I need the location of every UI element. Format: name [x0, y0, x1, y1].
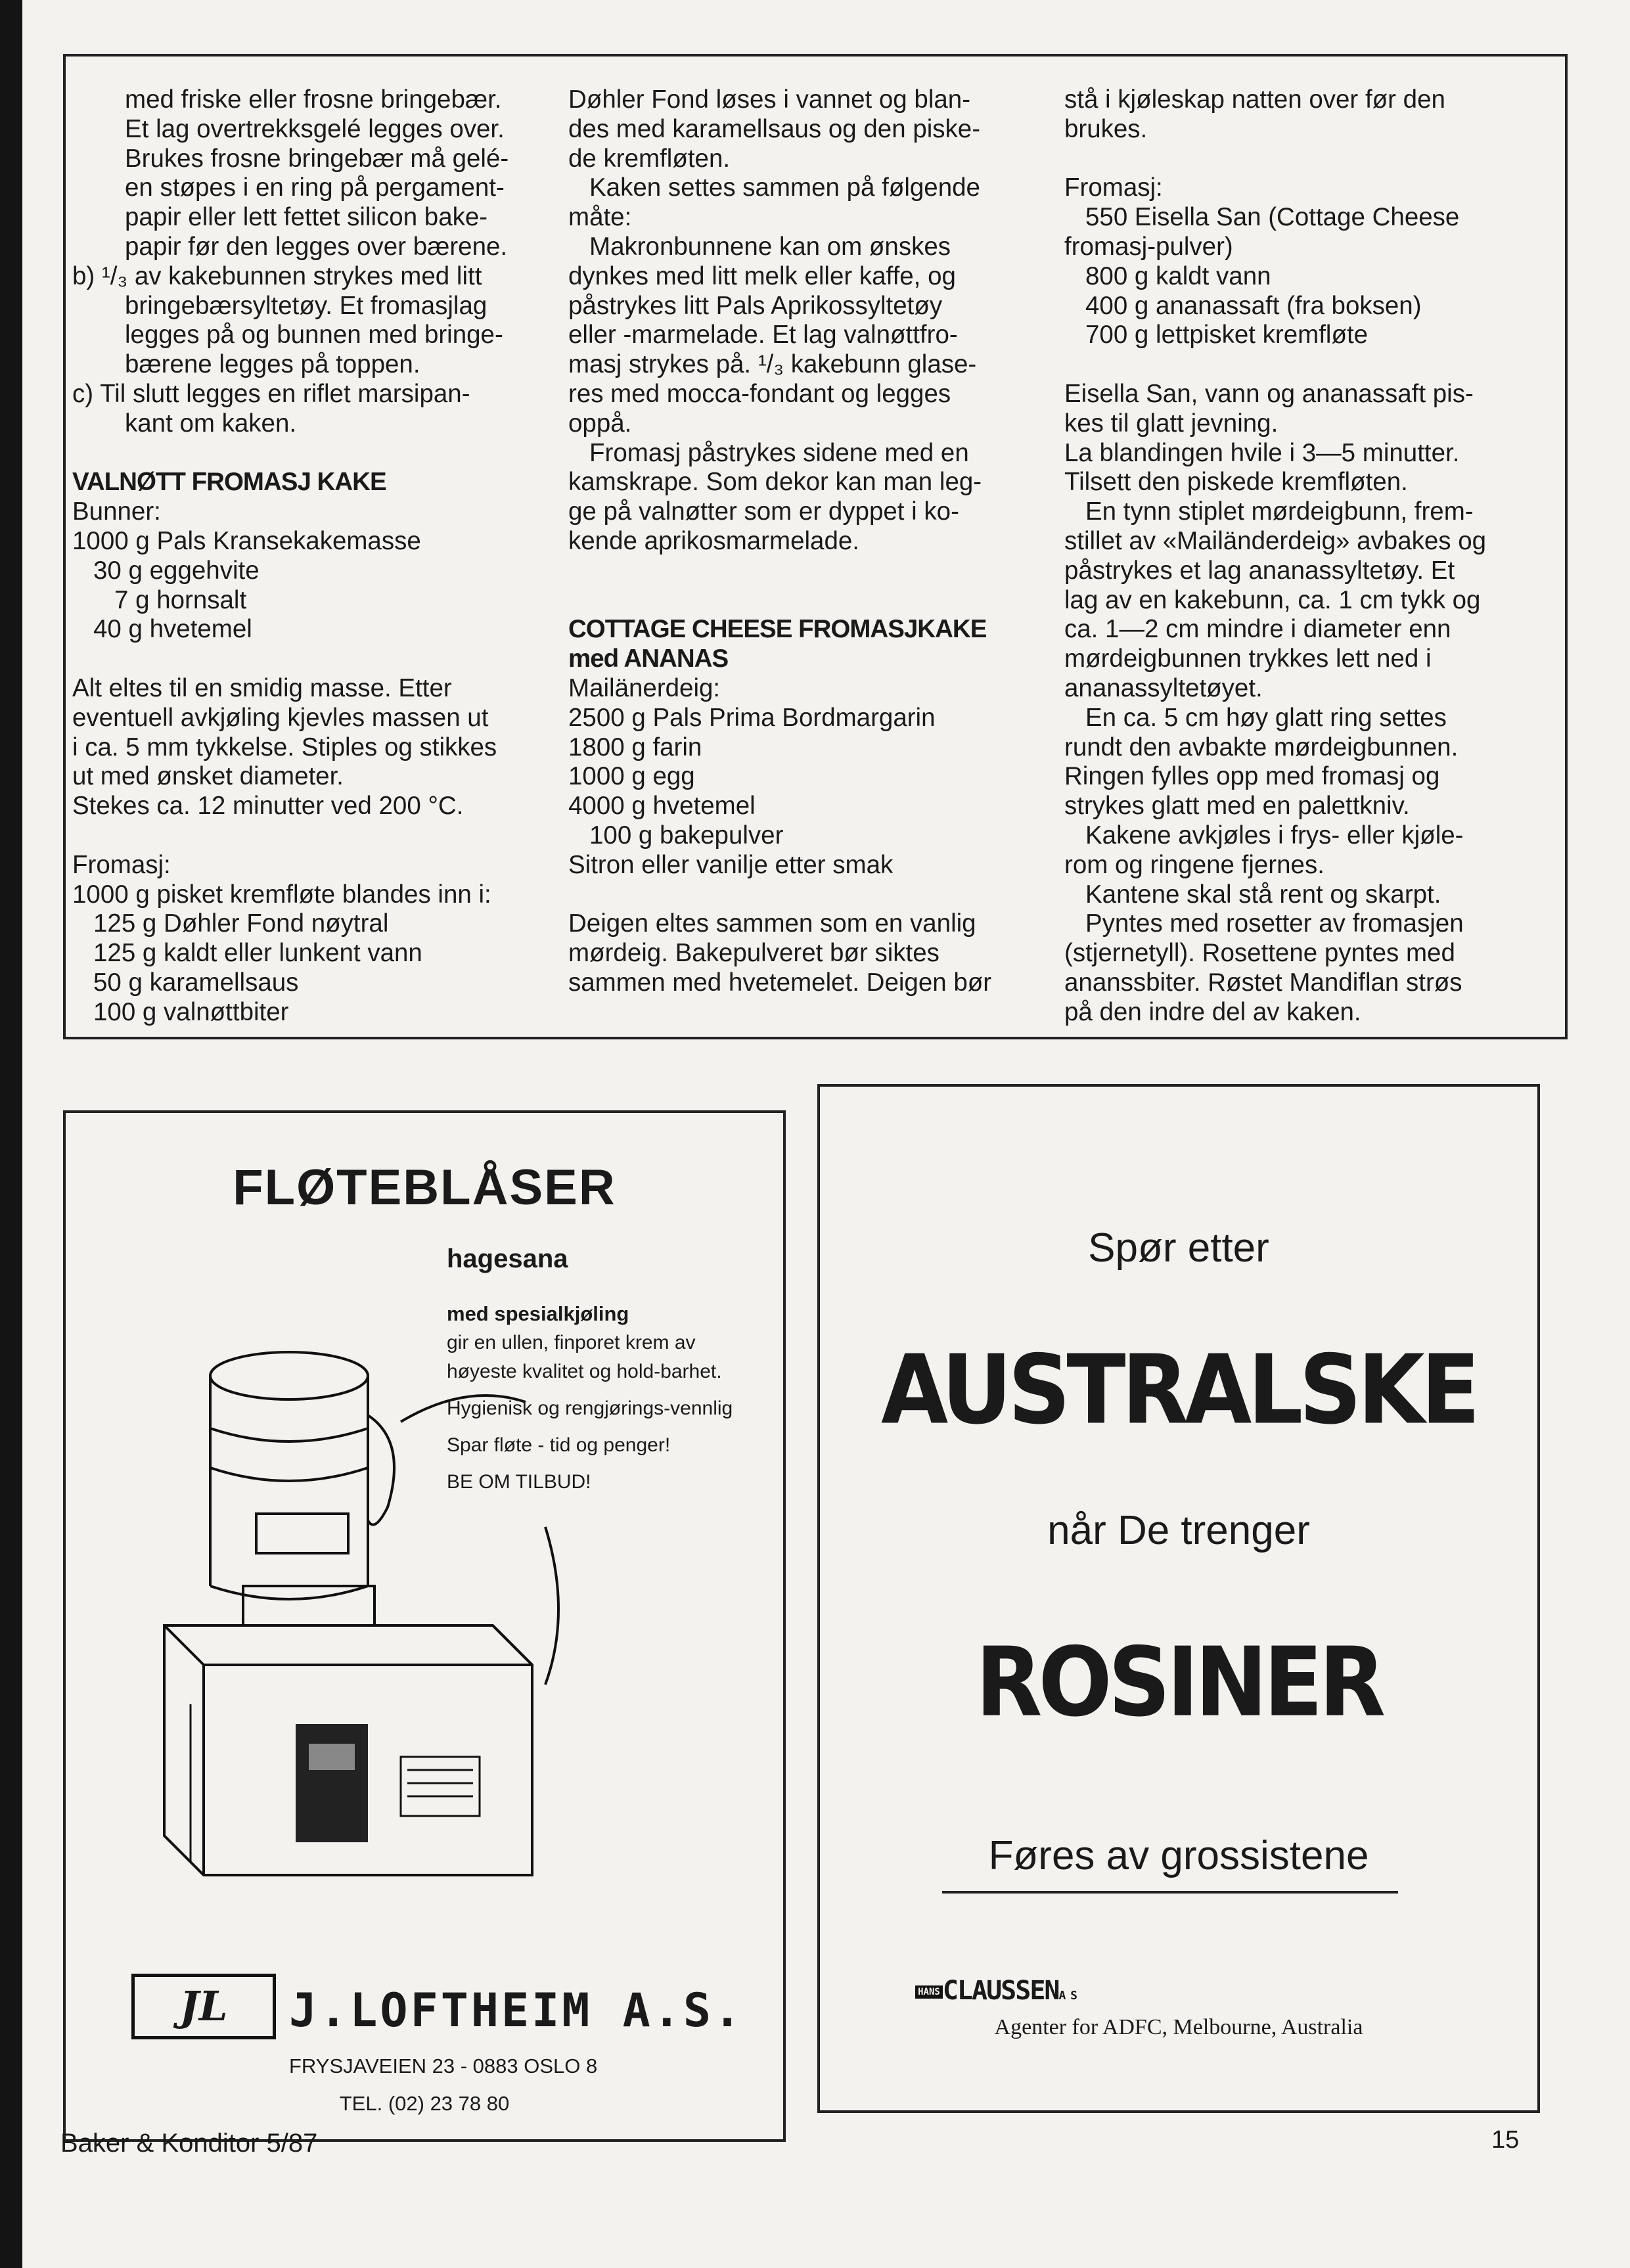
hans-tag: HANS — [915, 1985, 943, 1999]
text-line: ca. 1—2 cm mindre i diameter enn — [1064, 615, 1451, 644]
clausen-logo — [859, 1976, 1076, 2006]
paragraph-gap — [568, 880, 991, 910]
magazine-footer: Baker & Konditor 5/87 — [60, 2129, 318, 2158]
text-line: påstrykes et lag ananassyltetøy. Et — [1064, 556, 1455, 585]
text-line: fromasj-pulver) — [1064, 232, 1233, 261]
text-line: La blandingen hvile i 3—5 minutter. — [1064, 438, 1460, 467]
text-line: bærene legges på toppen. — [125, 350, 420, 379]
text-line: Alt eltes til en smidig masse. Etter — [72, 673, 452, 702]
paragraph-gap — [72, 439, 509, 468]
paragraph-gap — [72, 645, 509, 674]
ad-line-ask-for: Spør etter — [1088, 1225, 1269, 1271]
description-text-3: Spar fløte - tid og penger! — [447, 1434, 671, 1456]
text-line: rundt den avbakte mørdeigbunnen. — [1064, 733, 1459, 761]
paragraph-gap — [72, 821, 509, 851]
page-number: 15 — [1491, 2126, 1520, 2154]
text-line: en støpes i en ring på pergament- — [125, 173, 505, 202]
logo-monogram: JL — [179, 1982, 228, 2030]
product-subtitle: med spesialkjøling — [447, 1302, 629, 1325]
text-line: Kaken settes sammen på følgende — [589, 173, 980, 202]
company-phone: TEL. (02) 23 78 80 — [339, 2092, 510, 2115]
product-description — [447, 1244, 749, 1505]
text-line: papir før den legges over bærene. — [125, 232, 508, 261]
company-name: J.LOFTHEIM A.S. — [289, 1984, 744, 2037]
description-text-1: gir en ullen, finporet krem av høyeste kvalitet og hold-barhet. — [447, 1332, 722, 1382]
text-line: 100 g bakepulver — [589, 821, 784, 850]
text-line: 800 g kaldt vann — [1085, 261, 1271, 290]
text-line: En ca. 5 cm høy glatt ring settes — [1085, 703, 1447, 732]
text-line: 1000 g pisket kremfløte blandes inn i: — [72, 880, 491, 909]
text-line: brukes. — [1064, 114, 1148, 143]
text-line: ge på valnøtter som er dyppet i ko- — [568, 497, 959, 526]
text-line: eller -marmelade. Et lag valnøttfro- — [568, 321, 958, 350]
text-line: på den indre del av kaken. — [1064, 997, 1361, 1026]
ad-title: FLØTEBLÅSER — [233, 1160, 616, 1215]
paragraph-gap — [568, 586, 991, 616]
recipe-column-2 — [568, 85, 991, 998]
recipe-heading: VALNØTT FROMASJ KAKE — [72, 468, 386, 497]
ad-headline-australske: AUSTRALSKE — [881, 1334, 1476, 1446]
paragraph-gap — [568, 556, 991, 586]
text-line: Et lag overtrekksgelé legges over. — [125, 114, 505, 143]
text-line: papir eller lett fettet silicon bake- — [125, 203, 488, 232]
text-line: Tilsett den piskede kremfløten. — [1064, 468, 1408, 497]
divider-line — [942, 1891, 1398, 1894]
floteblaser-advertisement — [63, 1110, 786, 2142]
text-line: 1000 g egg — [568, 762, 695, 791]
text-line: sammen med hvetemelet. Deigen bør — [568, 968, 992, 997]
text-line: 125 g Døhler Fond nøytral — [93, 909, 389, 938]
text-line: 30 g eggehvite — [93, 556, 260, 585]
text-line: eventuell avkjøling kjevles massen ut — [72, 703, 489, 732]
text-line: 4000 g hvetemel — [568, 792, 756, 821]
text-line: 1000 g Pals Kransekakemasse — [72, 526, 421, 555]
ad-headline-rosiner: ROSINER — [975, 1627, 1382, 1738]
text-line: ananssbiter. Røstet Mandiflan strøs — [1064, 968, 1462, 997]
text-line: Sitron eller vanilje etter smak — [568, 850, 894, 879]
company-address: FRYSJAVEIEN 23 - 0883 OSLO 8 — [289, 2054, 598, 2077]
text-line: bringebærsyltetøy. Et fromasjlag — [125, 291, 487, 320]
text-line: des med karamellsaus og den piske- — [568, 114, 981, 143]
recipe-heading: med ANANAS — [568, 645, 729, 673]
text-line: 40 g hvetemel — [93, 615, 252, 644]
text-line: kant om kaken. — [125, 409, 297, 438]
text-line: måte: — [568, 203, 632, 232]
text-line: Døhler Fond løses i vannet og blan- — [568, 85, 971, 114]
text-line: Eisella San, vann og ananassaft pis- — [1064, 379, 1474, 408]
text-line: b) ¹/₃ av kakebunnen strykes med litt — [72, 261, 482, 290]
text-line: Fromasj: — [72, 850, 171, 879]
company-logo — [131, 1974, 276, 2039]
text-line: Kakene avkjøles i frys- eller kjøle- — [1085, 821, 1464, 850]
text-line: Brukes frosne bringebær må gelé- — [125, 144, 509, 173]
text-line: strykes glatt med en palettkniv. — [1064, 792, 1410, 821]
text-line: kes til glatt jevning. — [1064, 409, 1279, 438]
text-line: Deigen eltes sammen som en vanlig — [568, 909, 976, 938]
text-line: Makronbunnene kan om ønskes — [589, 232, 951, 261]
text-line: 550 Eisella San (Cottage Cheese — [1085, 203, 1460, 232]
text-line: Kantene skal stå rent og skarpt. — [1085, 880, 1441, 909]
text-line: mørdeigbunnen trykkes lett ned i — [1064, 645, 1432, 673]
text-line: 2500 g Pals Prima Bordmargarin — [568, 703, 936, 732]
text-line: Stekes ca. 12 minutter ved 200 °C. — [72, 792, 464, 821]
paragraph-gap — [1064, 145, 1486, 174]
recipe-heading: COTTAGE CHEESE FROMASJKAKE — [568, 615, 987, 644]
text-line: Ringen fylles opp med fromasj og — [1064, 762, 1440, 791]
description-text-2: Hygienisk og rengjørings-vennlig — [447, 1397, 733, 1419]
text-line: 1800 g farin — [568, 733, 702, 761]
text-line: Pyntes med rosetter av fromasjen — [1085, 909, 1464, 938]
text-line: lag av en kakebunn, ca. 1 cm tykk og — [1064, 585, 1481, 614]
recipe-column-3 — [1064, 85, 1486, 1028]
text-line: ut med ønsket diameter. — [72, 762, 344, 791]
text-line: res med mocca-fondant og legges — [568, 379, 951, 408]
text-line: Fromasj påstrykes sidene med en — [589, 438, 969, 467]
text-line: Bunner: — [72, 497, 161, 526]
brand-name: hagesana — [447, 1244, 568, 1273]
text-line: kende aprikosmarmelade. — [568, 526, 859, 555]
text-line: påstrykes litt Pals Aprikossyltetøy — [568, 291, 943, 320]
text-line: stillet av «Mailänderdeig» avbakes og — [1064, 526, 1487, 555]
recipe-column-1 — [72, 85, 509, 1028]
rosiner-advertisement — [817, 1084, 1540, 2113]
text-line: kamskrape. Som dekor kan man leg- — [568, 468, 982, 497]
text-line: med friske eller frosne bringebær. — [125, 85, 502, 114]
text-line: oppå. — [568, 409, 632, 438]
text-line: 50 g karamellsaus — [93, 968, 299, 997]
text-line: Fromasj: — [1064, 173, 1163, 202]
ad-line-wholesalers: Føres av grossistene — [988, 1833, 1369, 1878]
description-text-4: BE OM TILBUD! — [447, 1471, 591, 1493]
text-line: ananassyltetøyet. — [1064, 673, 1263, 702]
text-line: (stjernetyll). Rosettene pyntes med — [1064, 939, 1455, 968]
text-line: de kremfløten. — [568, 144, 731, 173]
text-line: i ca. 5 mm tykkelse. Stiples og stikkes — [72, 733, 497, 761]
ad-line-when-needed: når De trenger — [1047, 1508, 1310, 1553]
clausen-name: CLAUSSEN — [942, 1976, 1059, 2006]
text-line: Mailänerdeig: — [568, 673, 721, 702]
text-line: 700 g lettpisket kremfløte — [1085, 321, 1369, 350]
text-line: c) Til slutt legges en riflet marsipan- — [72, 379, 470, 408]
agent-line: Agenter for ADFC, Melbourne, Australia — [994, 2015, 1363, 2039]
control-panel-icon — [296, 1724, 368, 1842]
text-line: legges på og bunnen med bringe- — [125, 321, 503, 350]
page-spine-shadow — [0, 0, 22, 2268]
text-line: 100 g valnøttbiter — [93, 997, 289, 1026]
text-line: En tynn stiplet mørdeigbunn, frem- — [1085, 497, 1474, 526]
text-line: rom og ringene fjernes. — [1064, 850, 1324, 879]
recipe-article-box — [63, 54, 1568, 1039]
text-line: dynkes med litt melk eller kaffe, og — [568, 261, 956, 290]
text-line: 7 g hornsalt — [114, 585, 247, 614]
paragraph-gap — [1064, 350, 1486, 380]
text-line: masj strykes på. ¹/₃ kakebunn glase- — [568, 350, 977, 379]
text-line: stå i kjøleskap natten over før den — [1064, 85, 1445, 114]
clausen-suffix: A S — [1058, 1989, 1076, 2003]
text-line: mørdeig. Bakepulveret bør siktes — [568, 939, 940, 968]
text-line: 400 g ananassaft (fra boksen) — [1085, 291, 1422, 320]
text-line: 125 g kaldt eller lunkent vann — [93, 939, 422, 968]
